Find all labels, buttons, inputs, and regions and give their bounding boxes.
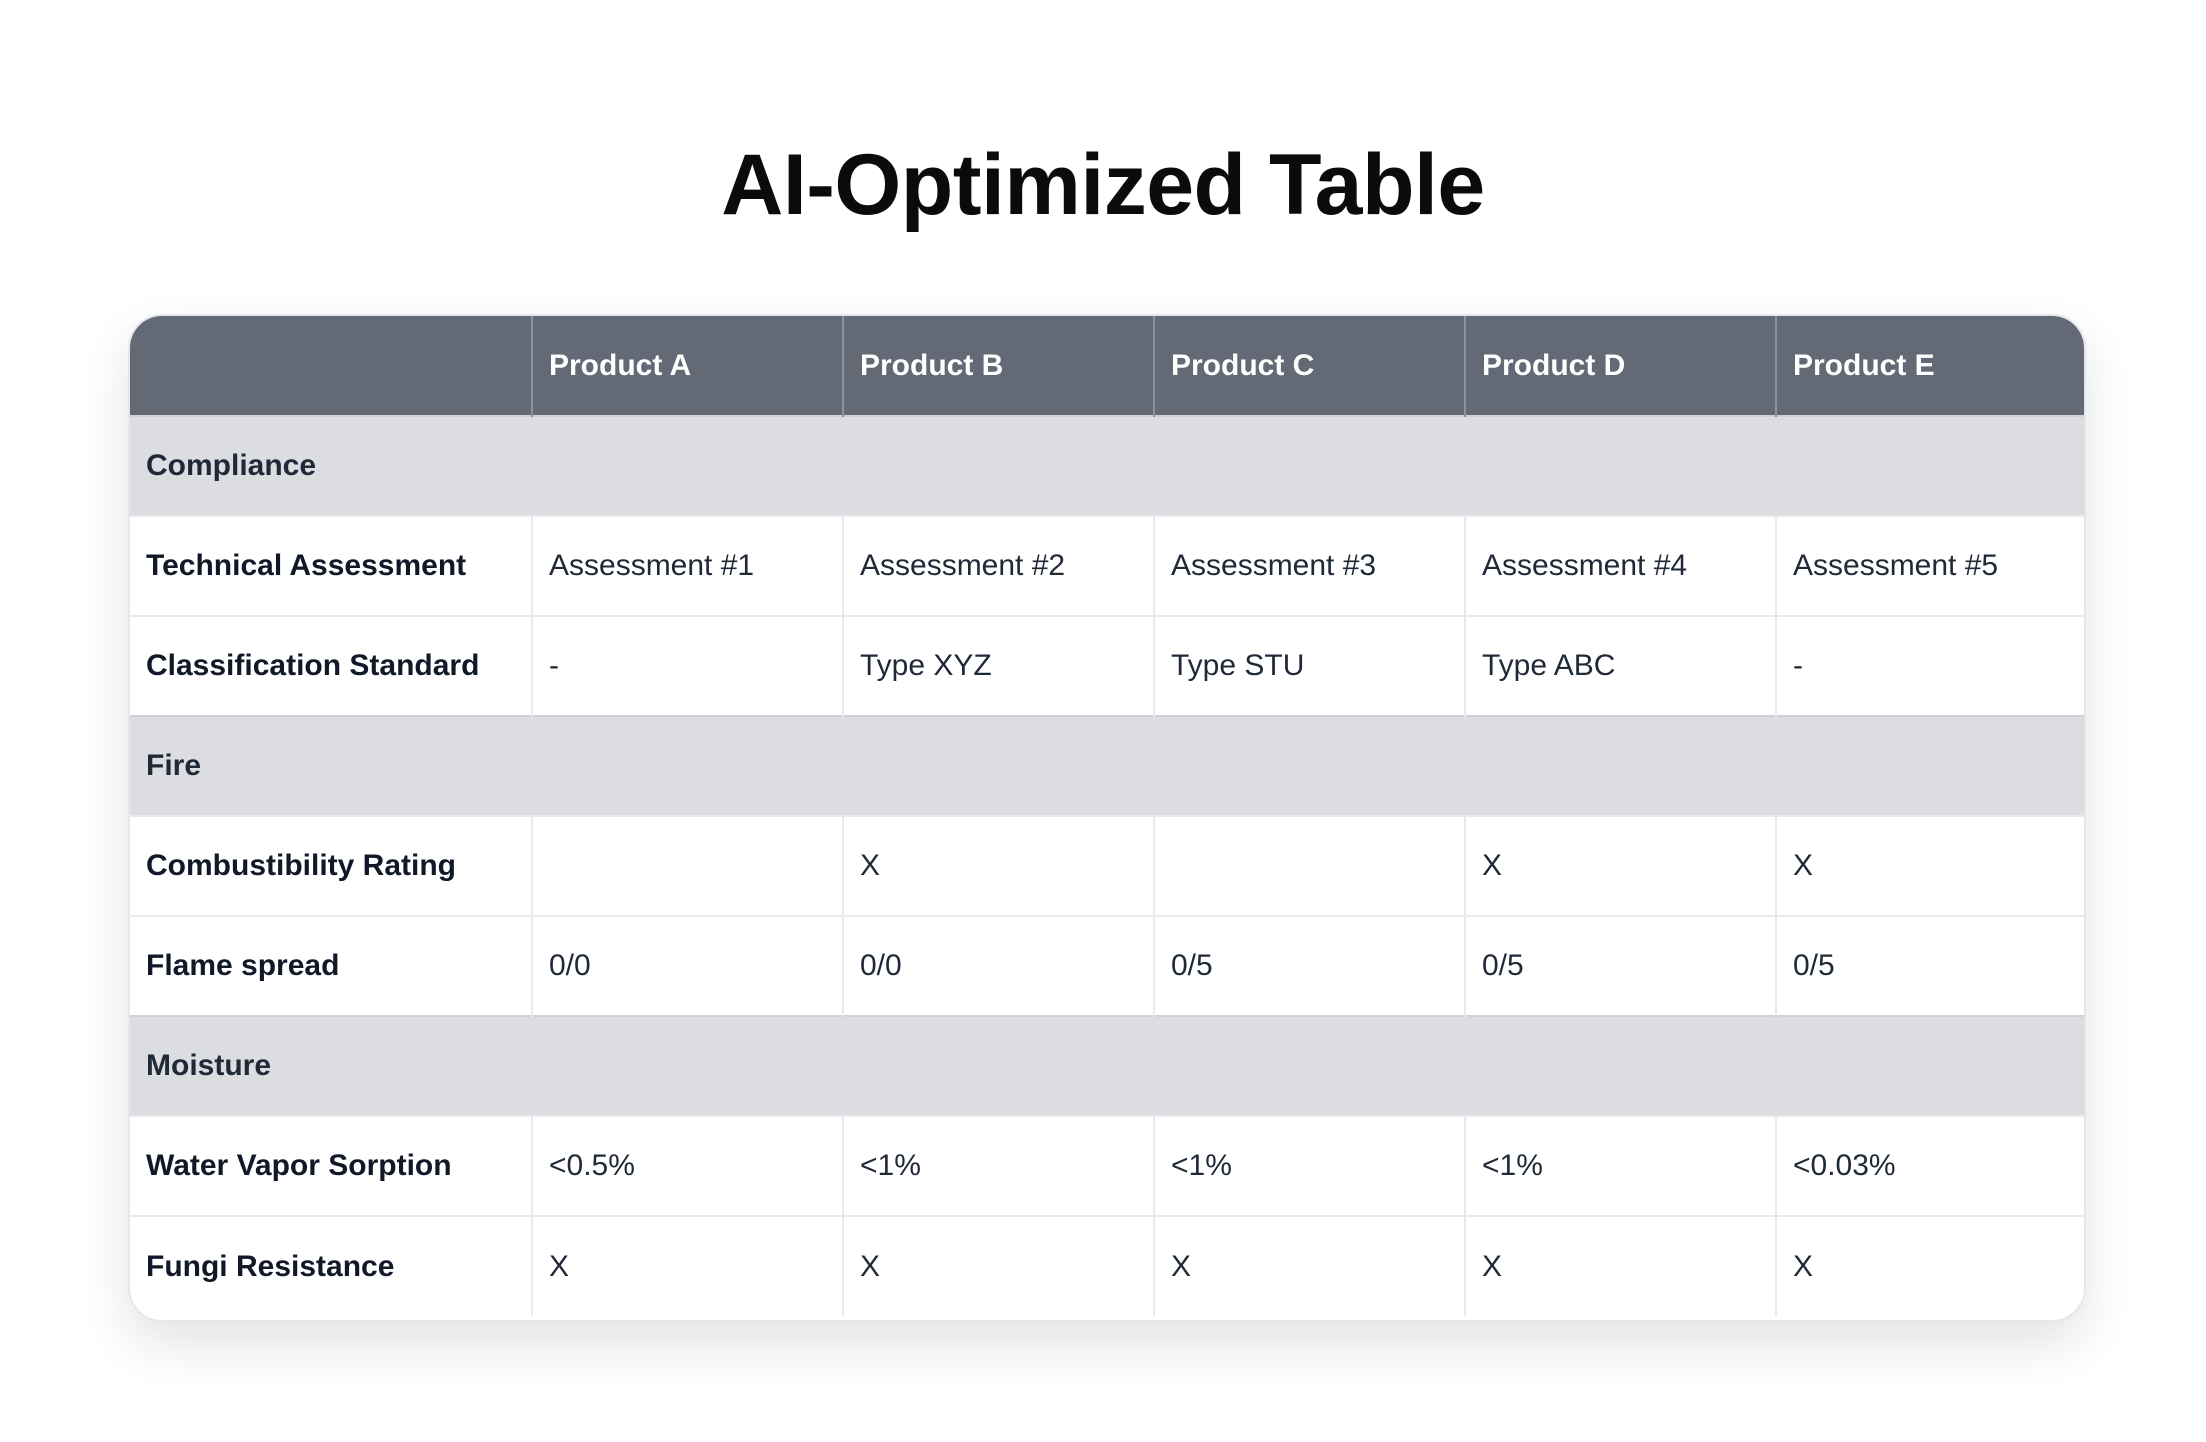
row-label: Technical Assessment: [130, 516, 532, 616]
header-row: [130, 316, 2086, 416]
header-cell-product-b: Product B: [843, 316, 1154, 416]
table-cell: [1154, 816, 1465, 916]
table-cell: 0/5: [1154, 916, 1465, 1016]
row-label: Classification Standard: [130, 616, 532, 716]
table-row: [130, 1216, 2086, 1316]
row-label: Water Vapor Sorption: [130, 1116, 532, 1216]
header-cell-product-d: Product D: [1465, 316, 1776, 416]
table-cell: Type STU: [1154, 616, 1465, 716]
table-cell: X: [532, 1216, 843, 1316]
row-label: Combustibility Rating: [130, 816, 532, 916]
header-cell-product-c: Product C: [1154, 316, 1465, 416]
table-cell: X: [1154, 1216, 1465, 1316]
table-cell: X: [1776, 1216, 2086, 1316]
table-row: [130, 616, 2086, 716]
table-cell: X: [1465, 1216, 1776, 1316]
header-cell-product-a: Product A: [532, 316, 843, 416]
table-row: [130, 916, 2086, 1016]
header-cell-product-e: Product E: [1776, 316, 2086, 416]
table-cell: X: [843, 1216, 1154, 1316]
section-label: Compliance: [130, 416, 2086, 516]
table-body: [130, 416, 2086, 1316]
table-cell: X: [843, 816, 1154, 916]
table-cell: Assessment #3: [1154, 516, 1465, 616]
row-label: Fungi Resistance: [130, 1216, 532, 1316]
comparison-table: [130, 316, 2086, 1316]
table-cell: Assessment #5: [1776, 516, 2086, 616]
table-cell: <1%: [1154, 1116, 1465, 1216]
table-cell: Type XYZ: [843, 616, 1154, 716]
table-cell: 0/0: [843, 916, 1154, 1016]
table-cell: 0/0: [532, 916, 843, 1016]
table-cell: Type ABC: [1465, 616, 1776, 716]
table-cell: X: [1465, 816, 1776, 916]
table-cell: Assessment #1: [532, 516, 843, 616]
table-row: [130, 1116, 2086, 1216]
table-cell: 0/5: [1465, 916, 1776, 1016]
section-row-compliance: [130, 416, 2086, 516]
section-label: Moisture: [130, 1016, 2086, 1116]
comparison-table-container: [128, 314, 2086, 1322]
table-cell: <0.5%: [532, 1116, 843, 1216]
table-cell: 0/5: [1776, 916, 2086, 1016]
table-header: [130, 316, 2086, 416]
table-row: [130, 816, 2086, 916]
table-cell: X: [1776, 816, 2086, 916]
section-row-moisture: [130, 1016, 2086, 1116]
table-row: [130, 516, 2086, 616]
table-cell: -: [1776, 616, 2086, 716]
page-title: AI-Optimized Table: [721, 137, 1485, 233]
table-cell: Assessment #4: [1465, 516, 1776, 616]
row-label: Flame spread: [130, 916, 532, 1016]
section-row-fire: [130, 716, 2086, 816]
section-label: Fire: [130, 716, 2086, 816]
table-cell: Assessment #2: [843, 516, 1154, 616]
table-cell: -: [532, 616, 843, 716]
table-cell: <1%: [1465, 1116, 1776, 1216]
table-cell: <1%: [843, 1116, 1154, 1216]
table-cell: [532, 816, 843, 916]
table-cell: <0.03%: [1776, 1116, 2086, 1216]
header-cell-corner: [130, 316, 532, 416]
